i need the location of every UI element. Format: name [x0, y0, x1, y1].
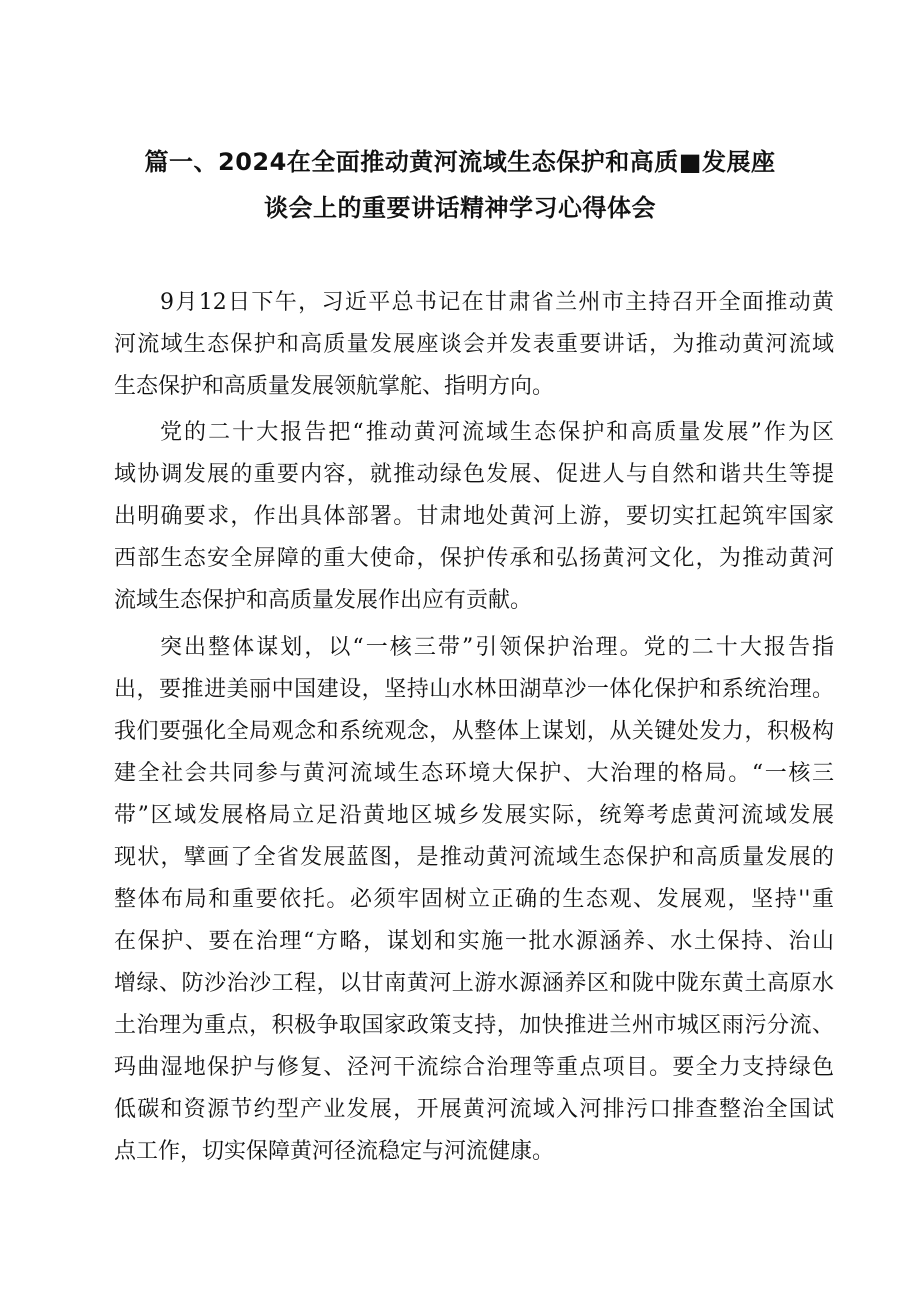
paragraph-2-line-3: 出明确要求，作出具体部署。甘肃地处黄河上游，要切实扛起筑牢国家 [114, 504, 834, 529]
paragraph-2-line-2: 域协调发展的重要内容，就推动绿色发展、促进人与自然和谐共生等提 [114, 462, 834, 487]
paragraph-3-line-13: 点工作，切实保障黄河径流稳定与河流健康。 [114, 1139, 555, 1164]
paragraph-3-line-1: 突出整体谋划，以“一核三带”引领保护治理。党的二十大报告指 [160, 635, 834, 660]
paragraph-3-line-12: 低碳和资源节约型产业发展，开展黄河流域入河排污口排查整治全国试 [114, 1097, 834, 1122]
paragraph-3-line-6: 现状，擘画了全省发展蓝图，是推动黄河流域生态保护和高质量发展的 [114, 845, 834, 870]
document-title-line-2: 谈会上的重要讲话精神学习心得体会 [264, 194, 656, 222]
paragraph-3-line-4: 建全社会共同参与黄河流域生态环境大保护、大治理的格局。“一核三 [114, 761, 834, 786]
paragraph-3-line-8: 在保护、要在治理“方略，谋划和实施一批水源涵养、水土保持、治山 [114, 929, 834, 954]
paragraph-3-line-9: 增绿、防沙治沙工程，以甘南黄河上游水源涵养区和陇中陇东黄土高原水 [114, 971, 834, 996]
paragraph-2-line-5: 流域生态保护和高质量发展作出应有贡献。 [114, 588, 533, 613]
paragraph-3-line-10: 土治理为重点，积极争取国家政策支持，加快推进兰州市城区雨污分流、 [114, 1013, 834, 1038]
paragraph-3-line-11: 玛曲湿地保护与修复、泾河干流综合治理等重点项目。要全力支持绿色 [114, 1055, 834, 1080]
paragraph-3-line-7: 整体布局和重要依托。必须牢固树立正确的生态观、发展观，坚持''重 [114, 887, 834, 912]
paragraph-1-line-2: 河流域生态保护和高质量发展座谈会并发表重要讲话，为推动黄河流域 [114, 332, 834, 357]
paragraph-1-line-3: 生态保护和高质量发展领航掌舵、指明方向。 [114, 374, 555, 399]
paragraph-3-line-5: 带”区域发展格局立足沿黄地区城乡发展实际，统筹考虑黄河流域发展 [114, 803, 834, 828]
paragraph-1-line-1: 9月12日下午，习近平总书记在甘肃省兰州市主持召开全面推动黄 [160, 290, 834, 315]
document-title-line-1: 篇一、2024在全面推动黄河流域生态保护和高质■发展座 [144, 148, 776, 176]
paragraph-2-line-1: 党的二十大报告把“推动黄河流域生态保护和高质量发展”作为区 [160, 420, 834, 445]
paragraph-2-line-4: 西部生态安全屏障的重大使命，保护传承和弘扬黄河文化，为推动黄河 [114, 546, 834, 571]
paragraph-3-line-2: 出，要推进美丽中国建设，坚持山水林田湖草沙一体化保护和系统治理。 [114, 677, 834, 702]
paragraph-3-line-3: 我们要强化全局观念和系统观念，从整体上谋划，从关键处发力，积极构 [114, 719, 834, 744]
